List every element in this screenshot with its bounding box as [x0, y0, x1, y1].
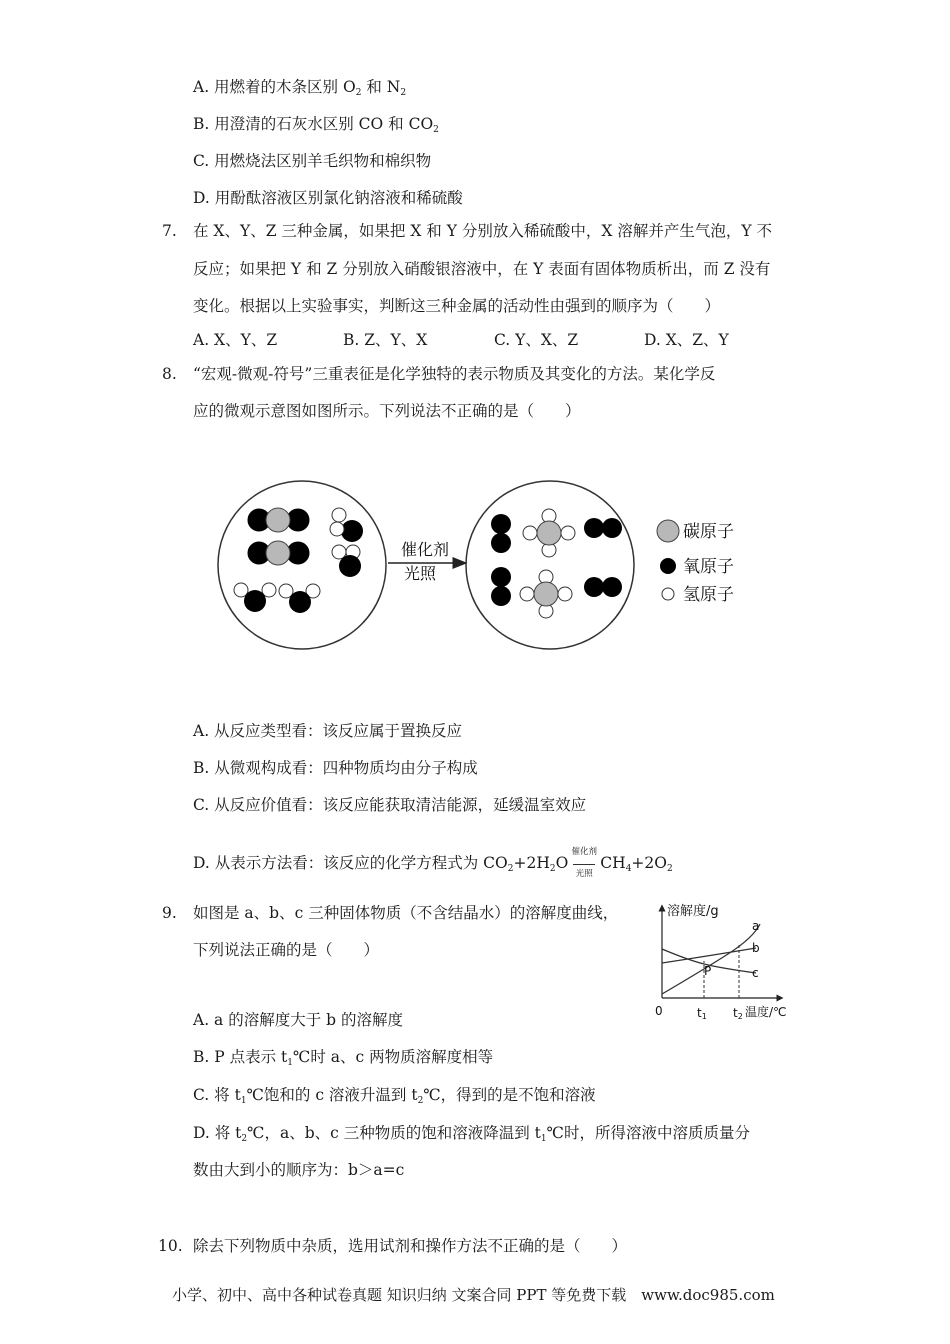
q6-option-b [193, 114, 439, 140]
subscript: 1 [287, 1058, 293, 1068]
q6-option-a-text2: 和 N [361, 78, 401, 96]
q7-option-a: A. X、Y、Z [193, 331, 278, 349]
reaction-condition [569, 847, 599, 881]
arrow-catalyst-label: 催化剂 [400, 540, 450, 559]
q9-option-d [193, 1123, 750, 1149]
products-circle [466, 481, 634, 649]
q9-option-a: A. a 的溶解度大于 b 的溶解度 [193, 1011, 403, 1029]
legend-hydrogen-label: 氢原子 [683, 585, 734, 605]
q9-option-d-line2: 数由大到小的顺序为：b＞a=c [193, 1161, 405, 1179]
q9-option-b-text: B. P 点表示 t [193, 1048, 288, 1066]
h2o-molecule [234, 583, 276, 612]
q6-option-d: D. 用酚酞溶液区别氯化钠溶液和稀硫酸 [193, 189, 463, 207]
ch4-molecule [523, 509, 575, 557]
arrow-light-label: 光照 [403, 564, 437, 583]
q7-option-c: C. Y、X、Z [494, 331, 579, 349]
solubility-chart [648, 898, 793, 1023]
reaction-diagram [210, 465, 750, 680]
curve-b [662, 948, 756, 963]
condition-bar [573, 864, 595, 865]
q9-option-b [193, 1047, 493, 1073]
q8-option-d-text: D. 从表示方法看：该反应的化学方程式为 CO [193, 854, 508, 872]
subscript: 2 [400, 88, 407, 98]
q9-option-b-text2: ℃时 a、c 两物质溶解度相等 [293, 1048, 494, 1066]
h2o-molecule [279, 584, 320, 613]
q6-option-a-text: A. 用燃着的木条区别 O [193, 78, 356, 96]
q10-number: 10. [158, 1237, 183, 1255]
h2o-molecule [332, 545, 361, 577]
q8-number: 8. [162, 365, 177, 383]
subscript: 1 [540, 1134, 547, 1144]
q7-line2: 反应；如果把 Y 和 Z 分别放入硝酸银溶液中，在 Y 表面有固体物质析出，而 Z 没有 [193, 260, 771, 278]
curve-b-label: b [752, 941, 760, 955]
q8-option-d-text3: O [555, 854, 569, 872]
q6-option-c: C. 用燃烧法区别羊毛织物和棉织物 [193, 152, 432, 170]
q7-option-d: D. X、Z、Y [644, 331, 729, 349]
subscript: 2 [355, 88, 362, 98]
point-p-label: P [704, 964, 712, 978]
q9-line1: 如图是 a、b、c 三种固体物质（不含结晶水）的溶解度曲线， [193, 904, 619, 922]
ch4-molecule [520, 570, 572, 618]
legend-hydrogen-icon [662, 588, 674, 600]
q7-number: 7. [162, 222, 177, 240]
q9-option-c-text2: ℃饱和的 c 溶液升温到 t [246, 1086, 418, 1104]
co2-molecule [248, 541, 309, 565]
legend-carbon-icon [657, 520, 679, 542]
q6-option-a [193, 77, 406, 103]
q9-option-d-text2: ℃，a、b、c 三种物质的饱和溶液降温到 t [247, 1124, 541, 1142]
q7-line1: 在 X、Y、Z 三种金属，如果把 X 和 Y 分别放入稀硫酸中，X 溶解并产生气泡，Y 不 [193, 222, 772, 240]
q9-option-c-text: C. 将 t [193, 1086, 241, 1104]
page-footer: 小学、初中、高中各种试卷真题 知识归纳 文案合同 PPT 等免费下载 www.doc985.com [172, 1286, 775, 1304]
legend-carbon-label: 碳原子 [683, 522, 734, 542]
origin-label: 0 [655, 1004, 663, 1018]
q7-option-b: B. Z、Y、X [343, 331, 428, 349]
o2-molecule [584, 577, 622, 597]
o2-molecule [491, 567, 511, 606]
subscript: 2 [241, 1134, 248, 1144]
h2o-molecule [330, 508, 363, 542]
legend-oxygen-label: 氧原子 [683, 557, 734, 577]
q8-option-a: A. 从反应类型看：该反应属于置换反应 [193, 722, 463, 740]
q8-line2: 应的微观示意图如图所示。下列说法不正确的是（ ） [193, 402, 581, 420]
co2-molecule [248, 508, 309, 532]
q8-option-c: C. 从反应价值看：该反应能获取清洁能源，延缓温室效应 [193, 796, 587, 814]
q9-option-c [193, 1085, 596, 1111]
y-axis-label: 溶解度/g [667, 904, 719, 919]
subscript: 2 [417, 1096, 424, 1106]
o2-molecule [584, 518, 622, 538]
q9-line2: 下列说法正确的是（ ） [193, 941, 380, 959]
subscript: 2 [666, 864, 673, 874]
q8-option-b: B. 从微观构成看：四种物质均由分子构成 [193, 759, 478, 777]
x-axis-label: 温度/℃ [745, 1005, 787, 1019]
q9-number: 9. [162, 904, 177, 922]
q8-option-d-text2: +2H [513, 854, 550, 872]
subscript: 2 [507, 864, 514, 874]
q8-option-d-text4: CH [600, 854, 626, 872]
condition-catalyst: 催化剂 [571, 847, 598, 857]
q8-option-d [193, 846, 673, 886]
subscript: 1 [240, 1096, 247, 1106]
q6-option-b-text: B. 用澄清的石灰水区别 CO 和 CO [193, 115, 434, 133]
curve-a-label: a [752, 919, 760, 933]
q7-line3: 变化。根据以上实验事实，判断这三种金属的活动性由强到的顺序为（ ） [193, 297, 721, 315]
q10-line1: 除去下列物质中杂质，选用试剂和操作方法不正确的是（ ） [193, 1237, 628, 1255]
q9-option-c-text3: ℃，得到的是不饱和溶液 [423, 1086, 596, 1104]
t1-label: t1 [697, 1006, 707, 1021]
q9-option-d-text3: ℃时，所得溶液中溶质质量分 [546, 1124, 750, 1142]
subscript: 2 [433, 125, 439, 135]
curve-a [662, 924, 760, 994]
legend-oxygen-icon [660, 558, 676, 574]
condition-light: 光照 [575, 869, 593, 879]
q8-option-d-text5: +2O [631, 854, 667, 872]
q9-option-d-text: D. 将 t [193, 1124, 242, 1142]
subscript: 2 [549, 864, 556, 874]
curve-c-label: c [752, 966, 759, 980]
subscript: 4 [625, 864, 632, 874]
q8-line1: “宏观-微观-符号”三重表征是化学独特的表示物质及其变化的方法。某化学反 [193, 365, 716, 383]
o2-molecule [491, 514, 511, 553]
t2-label: t2 [733, 1006, 743, 1021]
